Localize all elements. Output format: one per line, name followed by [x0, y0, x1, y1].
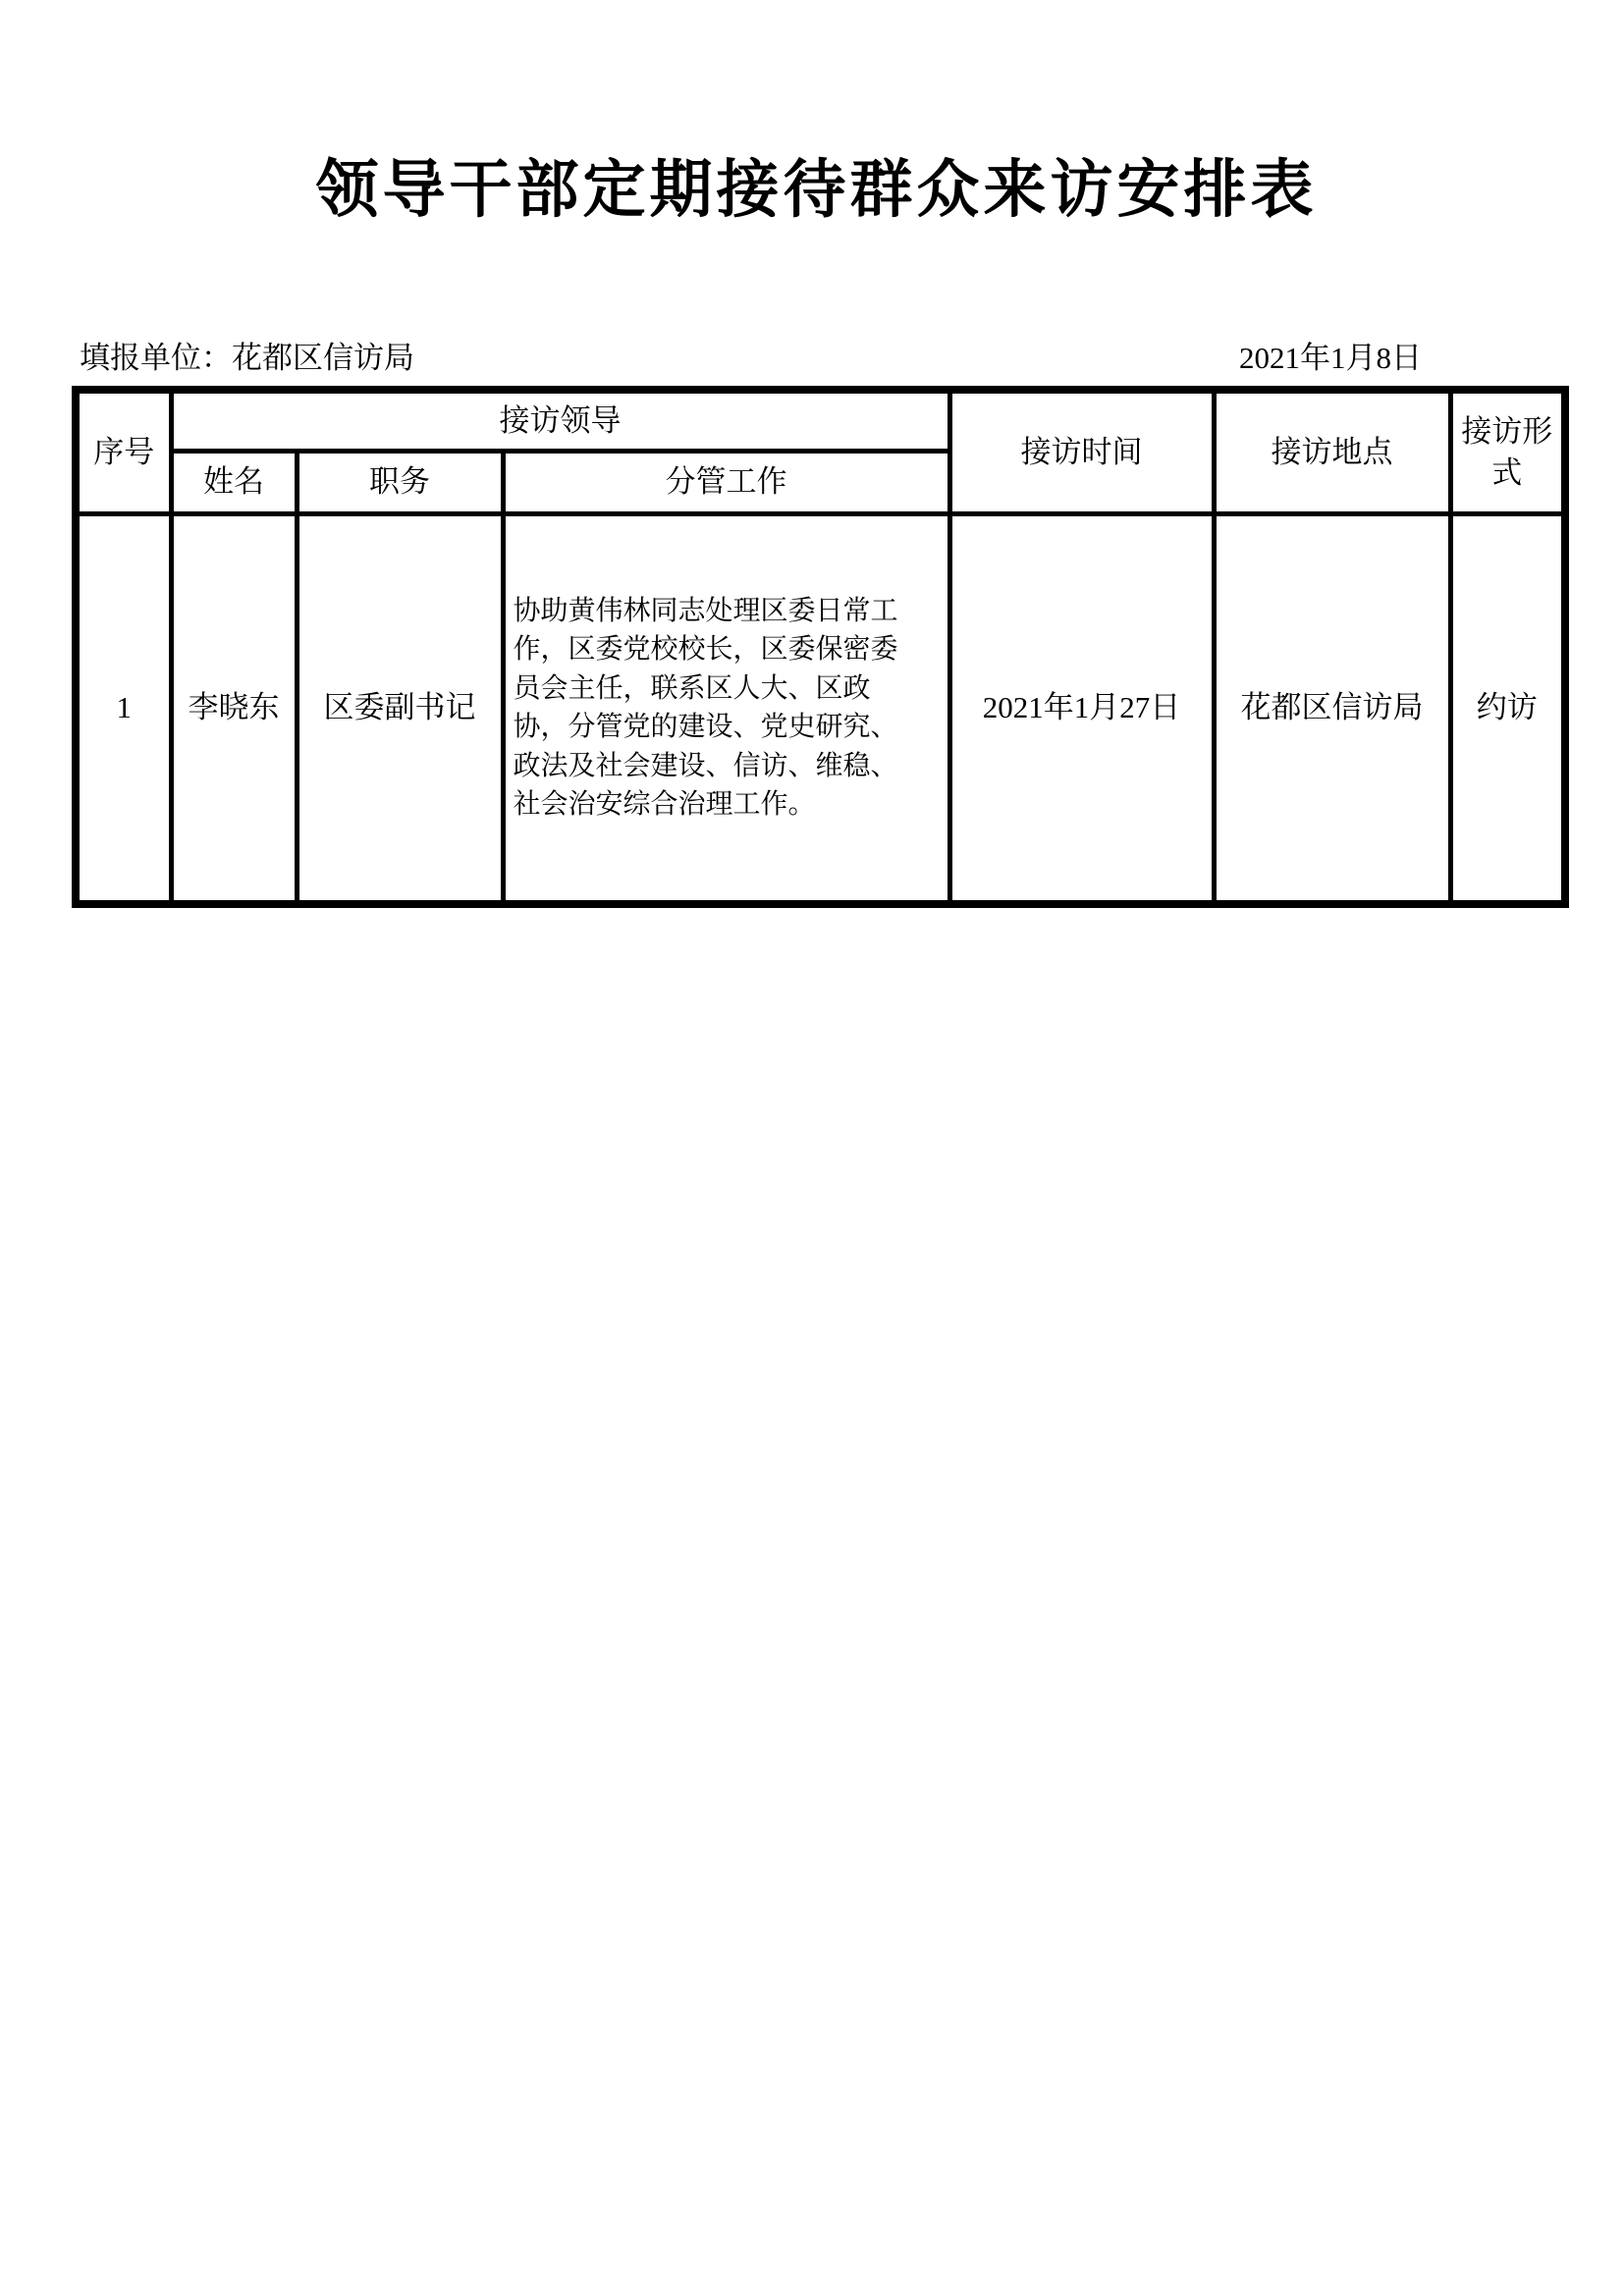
cell-index: 1: [76, 513, 171, 904]
report-unit-label: 填报单位：花都区信访局: [80, 341, 414, 375]
page-title: 领导干部定期接待群众来访安排表: [315, 155, 1318, 225]
header-row-top: [76, 390, 1565, 451]
col-header-index: 序号: [76, 390, 171, 513]
col-header-location: 接访地点: [1214, 390, 1450, 513]
cell-duties: [503, 513, 949, 904]
cell-position: 区委副书记: [297, 513, 503, 904]
col-header-position: 职务: [297, 451, 503, 513]
meta-row: [72, 338, 1561, 379]
report-date: 2021年1月8日: [1239, 341, 1422, 375]
col-header-name: 姓名: [171, 451, 297, 513]
col-header-time: 接访时间: [949, 390, 1214, 513]
schedule-table: [72, 386, 1569, 908]
col-header-duties: 分管工作: [503, 451, 949, 513]
cell-time: 2021年1月27日: [949, 513, 1214, 904]
col-header-format: 接访形式: [1450, 390, 1565, 513]
duties-text: 协助黄伟林同志处理区委日常工作，区委党校校长，区委保密委员会主任，联系区人大、区政协，分管党的建设、党史研究、政法及社会建设、信访、维稳、社会治安综合治理工作。: [513, 595, 898, 821]
cell-location: 花都区信访局: [1214, 513, 1450, 904]
table-row: [76, 513, 1565, 904]
cell-format: 约访: [1450, 513, 1565, 904]
col-header-leader-group: 接访领导: [171, 390, 949, 451]
cell-name: 李晓东: [171, 513, 297, 904]
